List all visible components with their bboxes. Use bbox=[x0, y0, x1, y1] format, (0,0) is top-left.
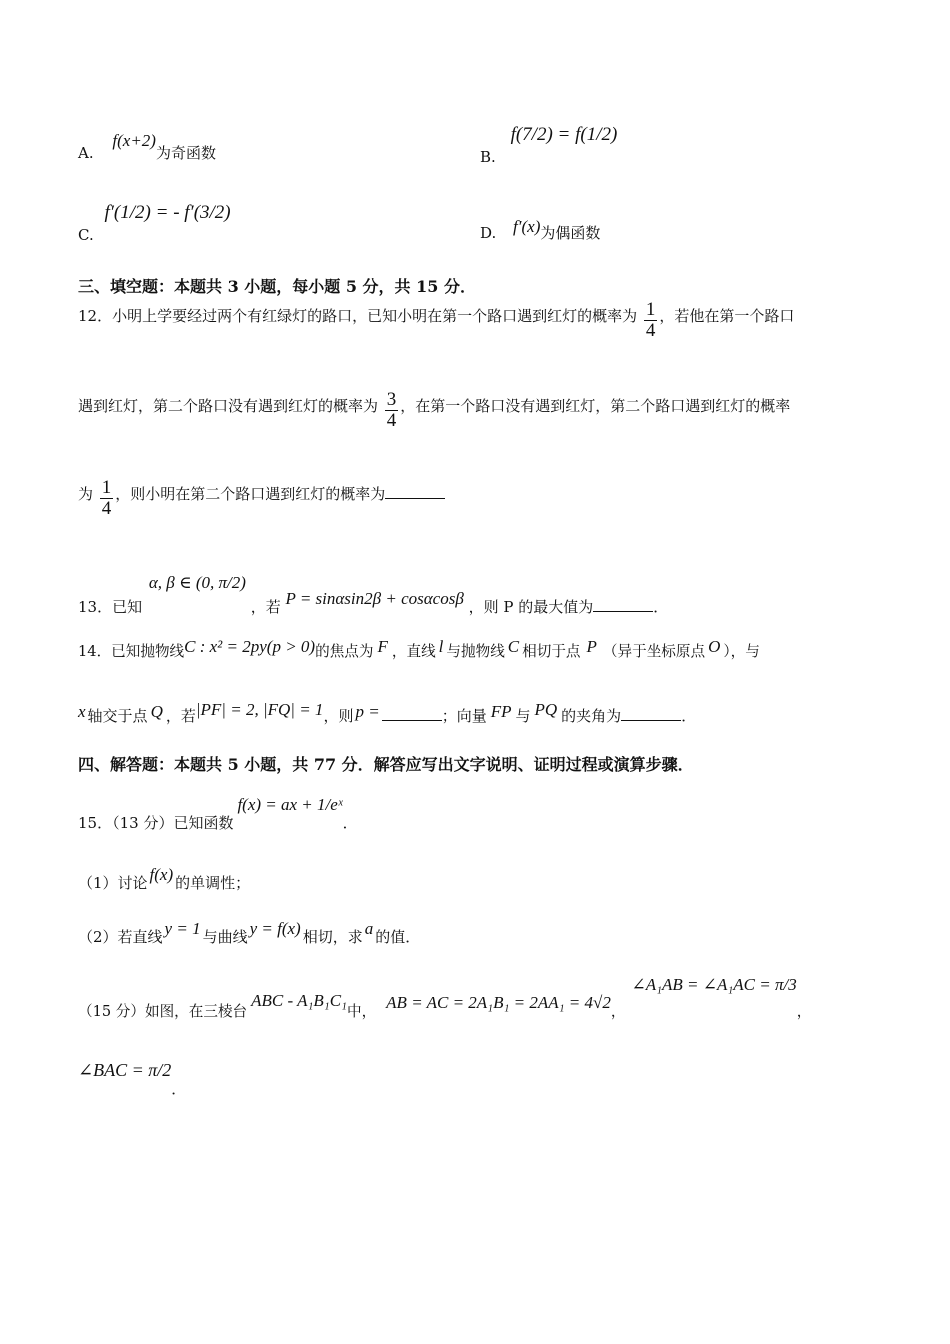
option-d bbox=[480, 217, 601, 243]
option-c-math: f′(1/2) = - f′(3/2) bbox=[104, 202, 231, 223]
q14-text-f: （异于坐标原点 bbox=[602, 643, 706, 660]
q14-PQ: PQ bbox=[534, 700, 558, 719]
q16-line1 bbox=[78, 968, 812, 1020]
q14-p-eq: p = bbox=[355, 702, 380, 721]
q12-text3-end: ，则小明在第二个路口遇到红灯的概率为 bbox=[115, 484, 386, 503]
q12-line3 bbox=[78, 478, 445, 519]
q15-p2-math2: y = f(x) bbox=[249, 919, 301, 938]
option-d-math: f′(x) bbox=[513, 217, 541, 236]
q16-mid: 中， bbox=[346, 1003, 377, 1020]
q16-line2 bbox=[78, 1060, 187, 1098]
q16-math2: AB = AC = 2A₁B₁ = 2AA₁ = 4√2 bbox=[386, 993, 611, 1012]
q16-math4: ∠BAC = π/2 bbox=[78, 1060, 172, 1080]
q13-answer-blank[interactable] bbox=[593, 597, 653, 612]
q14-text2-c: ，则 bbox=[323, 707, 354, 725]
q15-p2-b: 与曲线 bbox=[202, 928, 248, 946]
q14-FP: FP bbox=[490, 702, 512, 721]
q14-line1 bbox=[78, 637, 760, 661]
q14-text2-a: 轴交于点 bbox=[87, 707, 148, 725]
q14-F: F bbox=[377, 637, 388, 656]
q14-tail: ． bbox=[681, 707, 697, 725]
section4-heading: 四、解答题：本题共 5 小题，共 77 分．解答应写出文字说明、证明过程或演算步骤． bbox=[78, 755, 694, 774]
q12-frac2: $\frac{3}{4}$ bbox=[386, 389, 397, 431]
q15-p1-a: （1）讨论 bbox=[78, 874, 148, 892]
option-d-label: D. bbox=[480, 224, 497, 242]
q13-mid: ，若 bbox=[250, 598, 281, 616]
q14-P: P bbox=[586, 637, 597, 656]
q16-comma: ， bbox=[610, 1003, 626, 1020]
q14-Q: Q bbox=[150, 702, 163, 721]
section3-heading: 三、填空题：本题共 3 小题，每小题 5 分，共 15 分． bbox=[78, 277, 476, 296]
q14-C: C bbox=[507, 637, 520, 656]
q16-comma2: ， bbox=[796, 1003, 812, 1020]
q15-math: f(x) = ax + 1/eˣ bbox=[237, 795, 343, 814]
q14-math-pf: |PF| = 2, |FQ| = 1 bbox=[195, 700, 324, 719]
option-c bbox=[78, 194, 231, 244]
q15-tail: ． bbox=[342, 814, 358, 832]
q16-tail: ． bbox=[171, 1080, 187, 1098]
q14-answer-blank-2[interactable] bbox=[621, 706, 681, 721]
q15-p2-c: 相切，求 bbox=[302, 928, 363, 946]
q13-math1: α, β ∈ (0, π/2) bbox=[148, 573, 246, 592]
q14-text-g: ），与 bbox=[723, 643, 760, 660]
q14-text-c: ，直线 bbox=[391, 643, 436, 660]
q15 bbox=[78, 782, 358, 832]
q12-line2 bbox=[78, 390, 790, 431]
q15-p2-a: （2）若直线 bbox=[78, 928, 163, 946]
q16-math3: ∠A₁AB = ∠A₁AC = π/3 bbox=[631, 975, 797, 994]
option-c-label: C. bbox=[78, 226, 94, 244]
q13-tail: ． bbox=[653, 598, 669, 616]
q15-p2-math1: y = 1 bbox=[164, 919, 201, 938]
q12-text2: 遇到红灯，第二个路口没有遇到红灯的概率为 bbox=[78, 396, 379, 415]
q14-text-a: 14．已知抛物线 bbox=[78, 643, 185, 660]
q14-answer-blank-1[interactable] bbox=[382, 706, 442, 721]
q15-part1 bbox=[78, 864, 251, 892]
q15-p1-b: 的单调性； bbox=[175, 874, 251, 892]
q14-text-d: 与抛物线 bbox=[446, 643, 505, 660]
q15-part2 bbox=[78, 918, 421, 946]
q13-label: 13．已知 bbox=[78, 598, 143, 616]
q14-text2-d: ；向量 bbox=[441, 707, 487, 725]
q12-frac3: $\frac{1}{4}$ bbox=[101, 477, 112, 519]
option-a bbox=[78, 131, 216, 163]
option-a-label: A. bbox=[78, 144, 94, 162]
q16-label: （15 分）如图，在三棱台 bbox=[78, 1003, 248, 1020]
q12-answer-blank[interactable] bbox=[385, 484, 445, 499]
q14-O: O bbox=[708, 637, 721, 656]
q12-text1-end: ，若他在第一个路口 bbox=[659, 306, 795, 325]
q15-p2-d: 的值． bbox=[375, 928, 421, 946]
option-b-label: B. bbox=[480, 148, 496, 166]
q13 bbox=[78, 560, 669, 616]
q12-text3-start: 为 bbox=[78, 484, 94, 503]
q15-label: 15．（13 分）已知函数 bbox=[78, 814, 234, 832]
q14-text-b: 的焦点为 bbox=[315, 643, 374, 660]
option-b-math: f(7/2) = f(1/2) bbox=[510, 124, 618, 145]
q14-text-e: 相切于点 bbox=[522, 643, 581, 660]
q14-x: x bbox=[78, 702, 86, 721]
option-d-text: 为偶函数 bbox=[540, 224, 601, 242]
q13-math2: P = sinαsin2β + cosαcosβ bbox=[285, 589, 464, 608]
q12-text2-end: ，在第一个路口没有遇到红灯，第二个路口遇到红灯的概率 bbox=[400, 396, 791, 415]
q12-line1 bbox=[78, 300, 794, 341]
q12-frac1: $\frac{1}{4}$ bbox=[645, 299, 656, 341]
q13-end: ，则 P 的最大值为 bbox=[468, 598, 594, 616]
q16-math1: ABC - A₁B₁C₁ bbox=[251, 991, 347, 1010]
option-a-text: 为奇函数 bbox=[155, 144, 216, 162]
q15-p2-a-var: a bbox=[364, 919, 374, 938]
option-a-math: f(x+2) bbox=[112, 131, 156, 150]
option-b bbox=[480, 114, 618, 166]
q14-line2 bbox=[78, 700, 697, 726]
q14-math-c: C : x² = 2py(p > 0) bbox=[184, 637, 316, 656]
q14-text2-e: 与 bbox=[515, 707, 531, 725]
q14-text2-b: ，若 bbox=[165, 707, 196, 725]
q12-text1: 12．小明上学要经过两个有红绿灯的路口，已知小明在第一个路口遇到红灯的概率为 bbox=[78, 306, 638, 325]
q14-text2-f: 的夹角为 bbox=[561, 707, 622, 725]
q15-p1-math: f(x) bbox=[149, 865, 174, 884]
q14-l: l bbox=[438, 637, 444, 656]
